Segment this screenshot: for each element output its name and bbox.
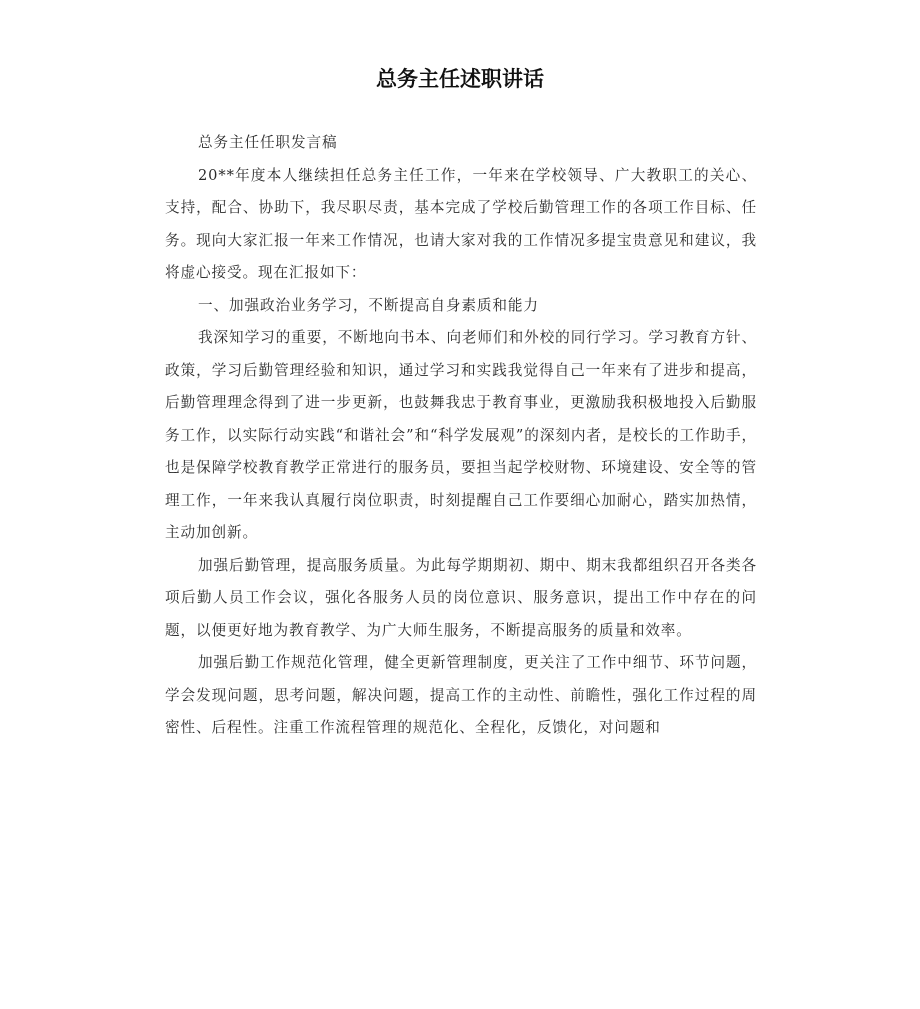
document-title: 总务主任述职讲话 <box>376 67 544 91</box>
paragraph-study: 我深知学习的重要，不断地向书本、向老师们和外校的同行学习。学习教育方针、政策，学习后勤管理经验和知识，通过学习和实践我觉得自己一年来有了进步和提高，后勤管理理念得到了进一步更新，也鼓舞我忠于教育事业，更激励我积极地投入后勤服务工作，以实际行动实践“和谐社会”和“科学发展观”的深刻内者，是校长的工作助手，也是保障学校教育教学正常进行的服务员，要担当起学校财物、环境建设、安全等的管理工作，一年来我认真履行岗位职责，时刻提醒自己工作要细心加耐心，踏实加热情，主动加创新。 <box>165 329 757 541</box>
paragraph-subtitle: 总务主任任职发言稿 <box>198 134 338 151</box>
document-body <box>165 127 757 745</box>
paragraph-service-quality: 加强后勤管理，提高服务质量。为此每学期期初、期中、期末我都组织召开各类各项后勤人员工作会议，强化各服务人员的岗位意识、服务意识，提出工作中存在的问题，以便更好地为教育教学、为广大师生服务，不断提高服务的质量和效率。 <box>165 556 757 639</box>
paragraph-intro: 20**年度本人继续担任总务主任工作，一年来在学校领导、广大教职工的关心、支持，配合、协助下，我尽职尽责，基本完成了学校后勤管理工作的各项工作目标、任务。现向大家汇报一年来工作情况，也请大家对我的工作情况多提宝贵意见和建议，我将虚心接受。现在汇报如下： <box>165 166 757 281</box>
section-heading-1: 一、加强政治业务学习，不断提高自身素质和能力 <box>198 296 539 314</box>
paragraph-standardization: 加强后勤工作规范化管理，健全更新管理制度，更关注了工作中细节、环节问题，学会发现问题，思考问题，解决问题，提高工作的主动性、前瞻性，强化工作过程的周密性、后程性。注重工作流程管理的规范化、全程化，反馈化，对问题和 <box>165 654 757 736</box>
